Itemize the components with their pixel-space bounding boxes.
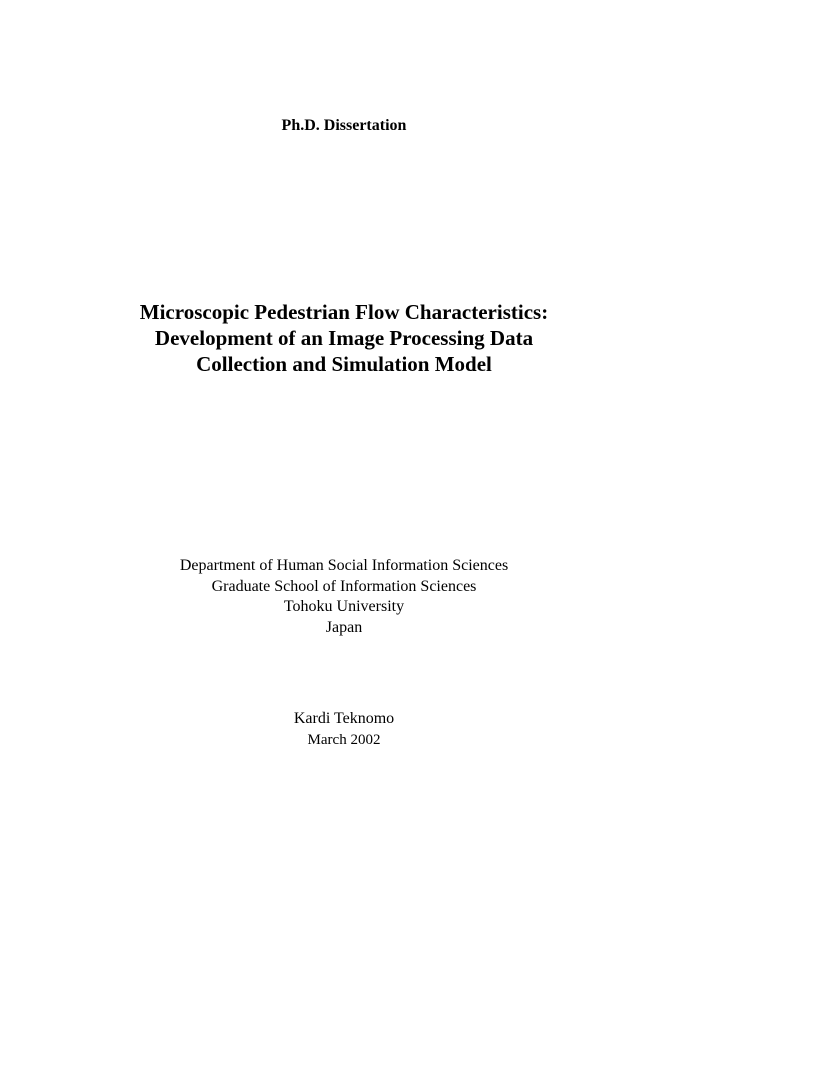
author-name: Kardi Teknomo <box>293 710 395 727</box>
country: Japan <box>325 618 363 636</box>
title-line: Collection and Simulation Model <box>196 352 492 376</box>
title-line: Development of an Image Processing Data <box>154 326 534 350</box>
university: Tohoku University <box>283 598 405 615</box>
affiliation <box>0 556 688 638</box>
department: Department of Human Social Information Sciences <box>179 557 509 574</box>
graduate-school: Graduate School of Information Sciences <box>211 577 477 595</box>
dissertation-title <box>0 299 688 377</box>
submission-date: March 2002 <box>307 732 381 748</box>
document-type: Ph.D. Dissertation <box>281 117 407 134</box>
title-line: Microscopic Pedestrian Flow Characteristics: <box>139 300 549 324</box>
